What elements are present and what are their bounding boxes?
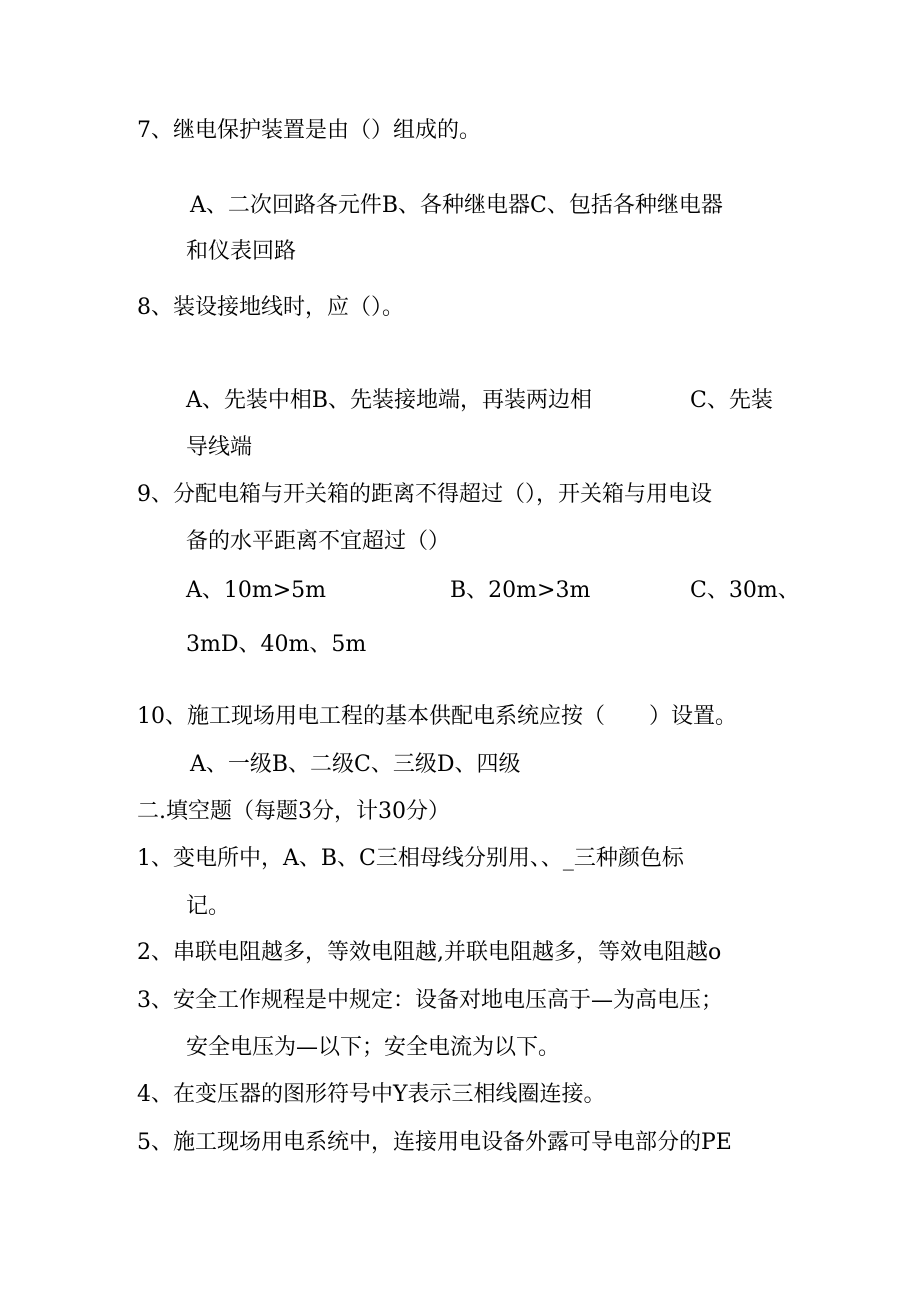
q8-stem: 8、装设接地线时，应（）。 xyxy=(137,295,404,320)
q8-option-c-continued: 导线端 xyxy=(186,435,253,460)
q9-option-b: B、20m>3m xyxy=(450,578,591,603)
q9-stem: 9、分配电箱与开关箱的距离不得超过（），开关箱与用电设 xyxy=(137,482,712,507)
fill-question-2: 2、串联电阻越多，等效电阻越,并联电阻越多，等效电阻越o xyxy=(137,940,722,965)
fill-question-4: 4、在变压器的图形符号中Y表示三相线圈连接。 xyxy=(137,1082,606,1107)
section-heading: 二.填空题（每题3分，计30分） xyxy=(137,799,450,824)
q10-options: A、一级B、二级C、三级D、四级 xyxy=(190,752,521,777)
q9-option-c: C、30m、 xyxy=(690,578,800,603)
q8-options-ab: A、先装中相B、先装接地端，再装两边相 xyxy=(186,388,593,413)
fill-question-1-continued: 记。 xyxy=(186,894,231,919)
fill-question-1: 1、变电所中，A、B、C三相母线分别用、、_三种颜色标 xyxy=(137,846,684,871)
q7-stem: 7、继电保护装置是由（）组成的。 xyxy=(137,118,481,143)
q7-options: A、二次回路各元件B、各种继电器C、包括各种继电器 xyxy=(190,193,723,218)
q9-option-a: A、10m>5m xyxy=(186,578,327,603)
q9-stem-continued: 备的水平距离不宜超过（） xyxy=(186,529,451,554)
fill-question-3-continued: 安全电压为—以下；安全电流为以下。 xyxy=(186,1035,561,1060)
fill-question-3: 3、安全工作规程是中规定：设备对地电压高于—为高电压； xyxy=(137,988,723,1013)
q10-stem: 10、施工现场用电工程的基本供配电系统应按（ ）设置。 xyxy=(137,704,737,729)
q7-options-continued: 和仪表回路 xyxy=(186,239,297,264)
fill-question-5: 5、施工现场用电系统中，连接用电设备外露可导电部分的PE xyxy=(137,1130,732,1155)
q9-option-c-continued: 3mD、40m、5m xyxy=(186,632,367,657)
q8-option-c: C、先装 xyxy=(690,388,773,413)
